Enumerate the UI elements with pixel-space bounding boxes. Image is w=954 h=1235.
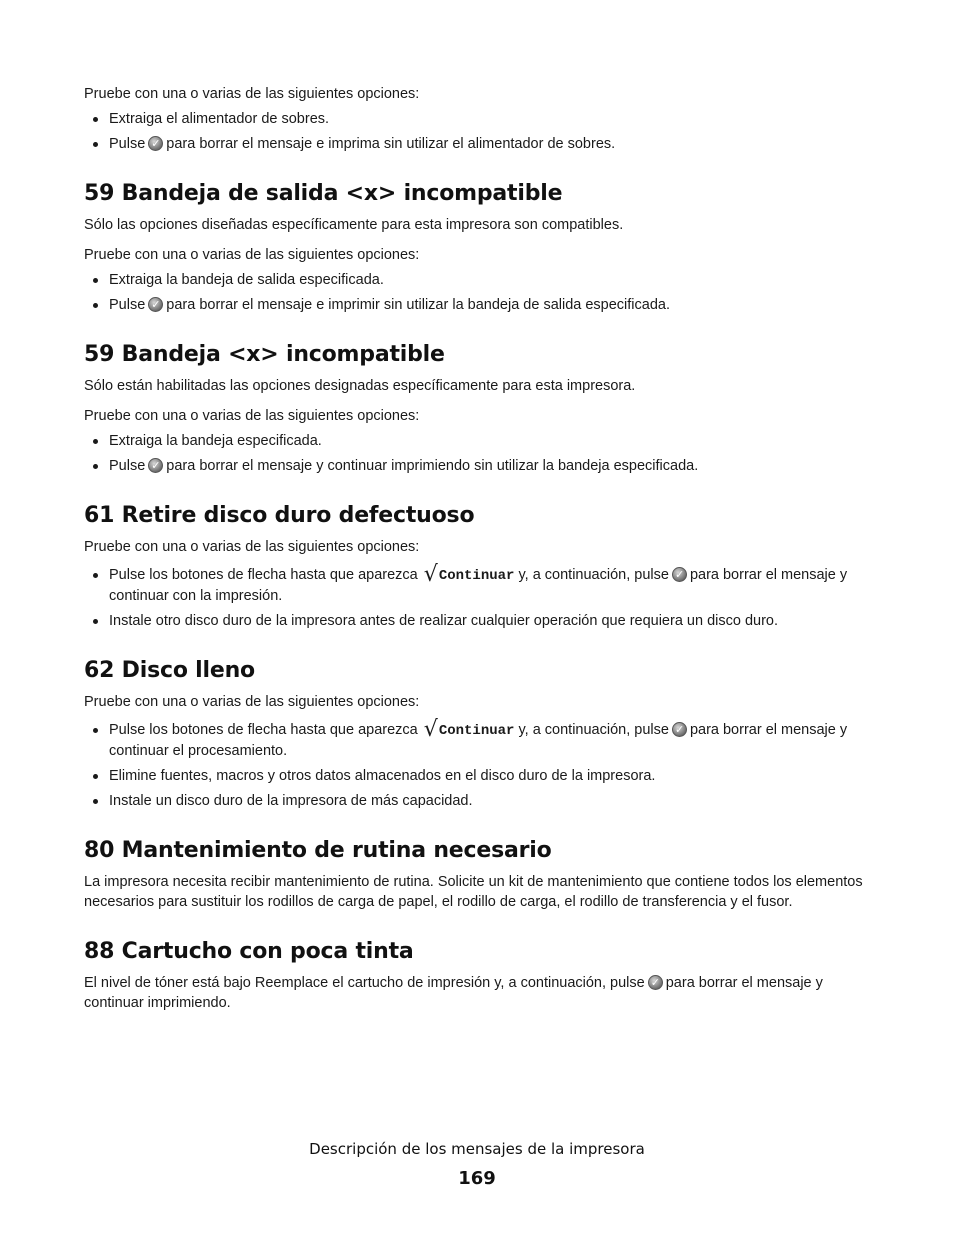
list-item: Extraiga la bandeja especificada. bbox=[84, 431, 874, 451]
section-80-maintenance bbox=[84, 837, 874, 912]
list-item: Extraiga la bandeja de salida especificada. bbox=[84, 270, 874, 290]
select-button-icon bbox=[148, 297, 163, 312]
section-heading: 59 Bandeja de salida <x> incompatible bbox=[84, 181, 563, 206]
intro-text: Pruebe con una o varias de las siguientes opciones: bbox=[84, 247, 420, 263]
checkmark-icon: √ bbox=[423, 562, 438, 587]
section-59-output-bin bbox=[84, 180, 874, 315]
select-button-icon bbox=[148, 458, 163, 473]
list-item: Pulse los botones de flecha hasta que aparezca √Continuar y, a continuación, pulse✓ para borrar el mensaje y continuar el procesamiento. bbox=[84, 720, 874, 761]
section-heading: 59 Bandeja <x> incompatible bbox=[84, 342, 445, 367]
list-item: Pulse✓ para borrar el mensaje e imprima sin utilizar el alimentador de sobres. bbox=[84, 134, 874, 154]
list-item: Extraiga el alimentador de sobres. bbox=[84, 109, 874, 129]
list-item: Pulse✓ para borrar el mensaje y continuar imprimiendo sin utilizar la bandeja especificada. bbox=[84, 456, 874, 476]
options-list bbox=[84, 431, 874, 476]
section-body: La impresora necesita recibir mantenimiento de rutina. Solicite un kit de mantenimiento que contiene todos los elementos necesarios para sustituir los rodillos de carga de papel, el rodillo de carga, el rodillo de transferencia y el fusor. bbox=[84, 874, 863, 910]
options-list bbox=[84, 109, 874, 154]
checkmark-icon: √ bbox=[423, 717, 438, 742]
list-item: Pulse los botones de flecha hasta que aparezca √Continuar y, a continuación, pulse✓ para borrar el mensaje y continuar con la impresión. bbox=[84, 565, 874, 606]
section-heading: 62 Disco lleno bbox=[84, 658, 255, 683]
select-button-icon bbox=[648, 975, 663, 990]
page-content bbox=[84, 84, 874, 1013]
section-88-cartridge-low bbox=[84, 938, 874, 1013]
section-lead: Sólo están habilitadas las opciones designadas específicamente para esta impresora. bbox=[84, 378, 636, 394]
select-button-icon bbox=[148, 136, 163, 151]
options-list bbox=[84, 270, 874, 315]
options-list bbox=[84, 717, 874, 811]
intro-text: Pruebe con una o varias de las siguientes opciones: bbox=[84, 539, 420, 555]
display-message: Continuar bbox=[438, 568, 515, 584]
list-item: Instale otro disco duro de la impresora antes de realizar cualquier operación que requiera un disco duro. bbox=[84, 611, 874, 631]
footer-title: Descripción de los mensajes de la impresora bbox=[309, 1140, 645, 1158]
section-heading: 61 Retire disco duro defectuoso bbox=[84, 503, 475, 528]
list-item: Instale un disco duro de la impresora de más capacidad. bbox=[84, 791, 874, 811]
section-59-tray bbox=[84, 341, 874, 476]
intro-text: Pruebe con una o varias de las siguientes opciones: bbox=[84, 408, 420, 424]
intro-text: Pruebe con una o varias de las siguientes opciones: bbox=[84, 86, 420, 102]
list-item: Elimine fuentes, macros y otros datos almacenados en el disco duro de la impresora. bbox=[84, 766, 874, 786]
select-button-icon bbox=[672, 567, 687, 582]
section-61-defective-disk bbox=[84, 502, 874, 631]
section-heading: 80 Mantenimiento de rutina necesario bbox=[84, 838, 552, 863]
display-message: Continuar bbox=[438, 723, 515, 739]
section-body: El nivel de tóner está bajo Reemplace el cartucho de impresión y, a continuación, pulse✓ para borrar el mensaje y continuar imprimiendo. bbox=[84, 973, 874, 1013]
page-number: 169 bbox=[458, 1168, 496, 1189]
list-item: Pulse✓ para borrar el mensaje e imprimir sin utilizar la bandeja de salida especificada. bbox=[84, 295, 874, 315]
select-button-icon bbox=[672, 722, 687, 737]
section-heading: 88 Cartucho con poca tinta bbox=[84, 939, 414, 964]
section-62-disk-full bbox=[84, 657, 874, 811]
options-list bbox=[84, 562, 874, 631]
intro-text: Pruebe con una o varias de las siguientes opciones: bbox=[84, 694, 420, 710]
section-lead: Sólo las opciones diseñadas específicamente para esta impresora son compatibles. bbox=[84, 217, 624, 233]
